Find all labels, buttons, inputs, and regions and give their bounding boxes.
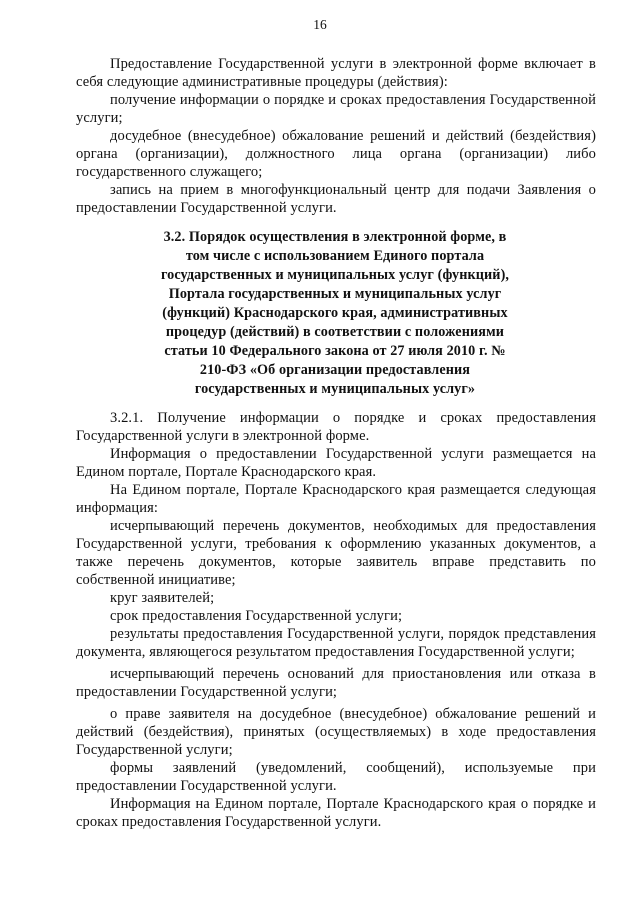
paragraph: На Едином портале, Портале Краснодарского края размещается следующая информация: — [76, 482, 596, 516]
list-item: результаты предоставления Государственной услуги, порядок представления документа, являющегося результатом предоставления Государственной услуги; — [76, 626, 596, 660]
intro-lead: Предоставление Государственной услуги в электронной форме включает в себя следующие административные процедуры (действия): — [76, 56, 596, 90]
intro-section — [76, 55, 596, 217]
section-heading: 3.2. Порядок осуществления в электронной форме, в том числе с использованием Единого портала государственных и муниципальных услуг (функций), Портала государственных и муниципальных услуг (функций) Краснодарского края, административных процедур (действий) в соответствии с положениями статьи 10 Федерального закона от 27 июля 2010 г. № 210-ФЗ «Об организации предоставления государственных и муниципальных услуг» — [160, 229, 510, 397]
list-item: о праве заявителя на досудебное (внесудебное) обжалование решений и действий (бездействия), принятых (осуществляемых) в ходе предоставления Государственной услуги; — [76, 706, 596, 758]
intro-item: получение информации о порядке и сроках предоставления Государственной услуги; — [76, 92, 596, 126]
list-item: срок предоставления Государственной услуги; — [110, 608, 403, 624]
list-item: формы заявлений (уведомлений, сообщений), используемые при предоставлении Государственной услуги. — [76, 760, 596, 794]
paragraph: Информация о предоставлении Государственной услуги размещается на Едином портале, Портале Краснодарского края. — [76, 446, 596, 480]
list-item: исчерпывающий перечень оснований для приостановления или отказа в предоставлении Государственной услуги; — [76, 666, 596, 700]
list-item: круг заявителей; — [110, 590, 215, 606]
section-heading-block — [150, 228, 520, 399]
list-item: исчерпывающий перечень документов, необходимых для предоставления Государственной услуги, требования к оформлению указанных документов, а также перечень документов, которые заявитель вправе представить по собственной инициативе; — [76, 518, 596, 588]
page-number: 16 — [313, 17, 327, 32]
body-section — [76, 409, 596, 831]
intro-item: запись на прием в многофункциональный центр для подачи Заявления о предоставлении Государственной услуги. — [76, 182, 596, 216]
paragraph: 3.2.1. Получение информации о порядке и сроках предоставления Государственной услуги в электронной форме. — [76, 410, 596, 444]
paragraph: Информация на Едином портале, Портале Краснодарского края о порядке и сроках предоставления Государственной услуги. — [76, 796, 596, 830]
intro-item: досудебное (внесудебное) обжалование решений и действий (бездействия) органа (организации), должностного лица органа (организации) либо государственного служащего; — [76, 128, 596, 180]
